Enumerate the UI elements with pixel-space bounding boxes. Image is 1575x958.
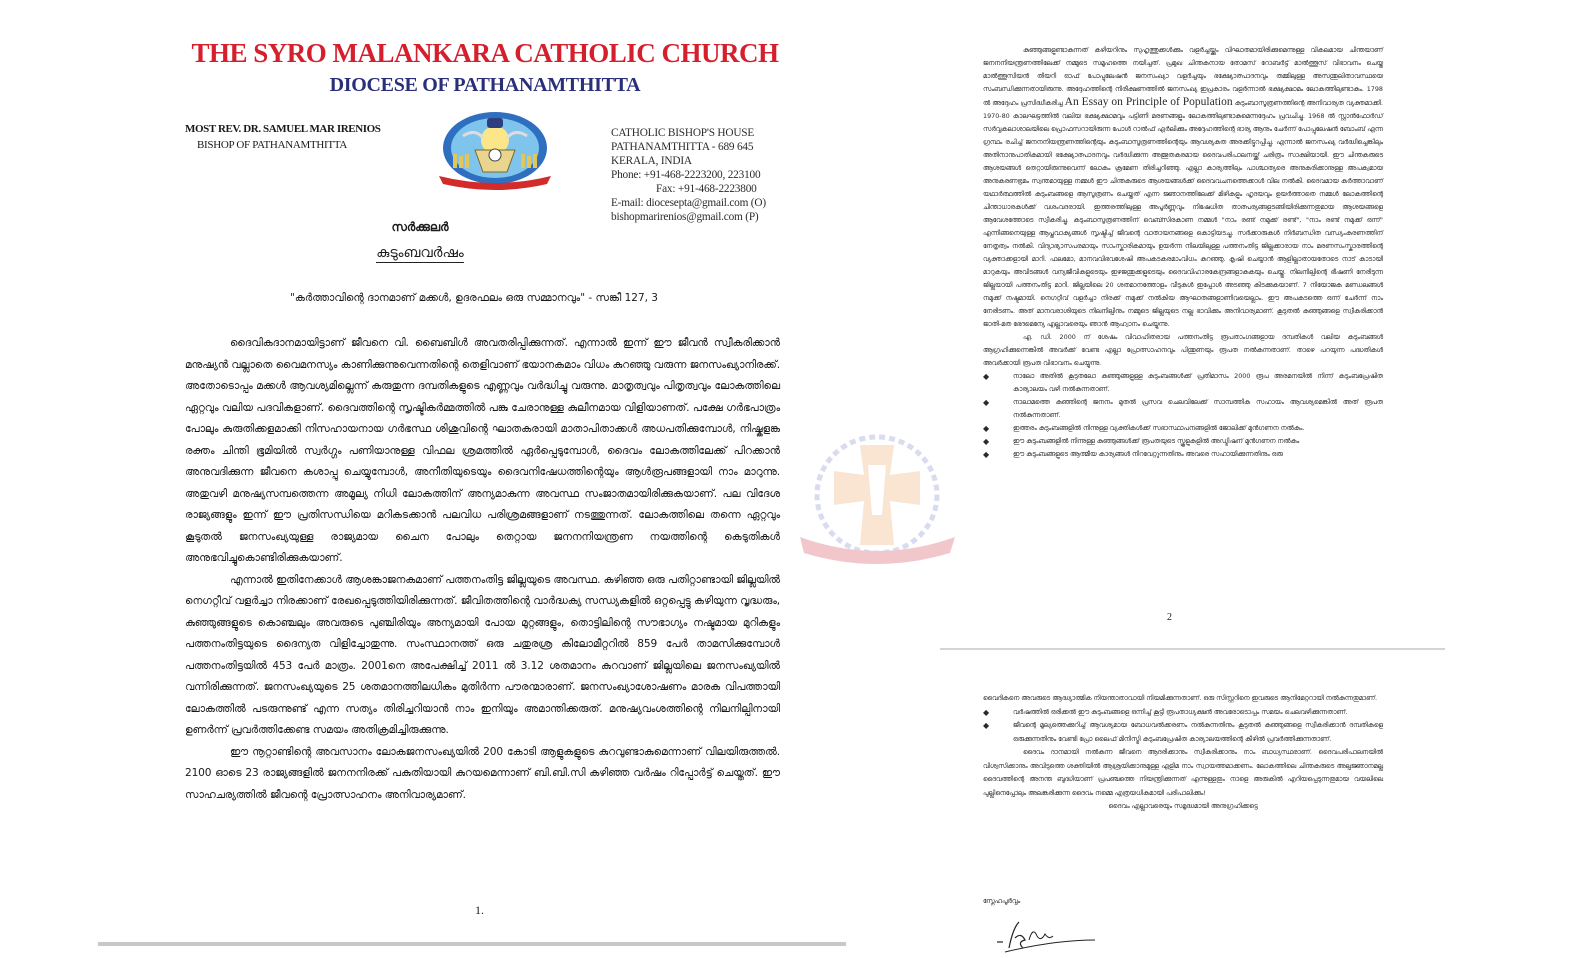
essay-title: An Essay on Principle of Population bbox=[1064, 96, 1233, 108]
bullet-icon: ◆ bbox=[983, 424, 990, 433]
list-item-text: നാലാമത്തെ കുഞ്ഞിന്റെ ജനനം മുതൽ പ്രസവ ചെലവിലേക്ക് സാമ്പത്തിക സഹായം ആവശ്യമെങ്കിൽ അത് രൂപത നൽകുന്നതാണ്. bbox=[1013, 398, 1383, 419]
address-block bbox=[611, 126, 766, 224]
paragraph: ദൈവികദാനമായിട്ടാണ് ജീവനെ വി. ബൈബിൾ അവതരിപ്പിക്കുന്നത്. എന്നാൽ ഇന്ന് ഈ ജീവൻ സ്വീകരിക്കാൻ മനുഷ്യൻ വല്ലാതെ വൈമനസ്യം കാണിക്കുന്നുവെന്നതിന്റെ തെളിവാണ് ഭയാനകമാം വിധം കുറഞ്ഞു വരുന്ന ജനസംഖ്യാനിരക്ക്. അതോടൊപ്പം മക്കൾ ആവശ്യമില്ലെന്ന് കരുതുന്ന ദമ്പതികളുടെ എണ്ണവും വർദ്ധിച്ചു വരുന്നു. മാതൃത്വവും പിതൃത്വവും ലോകത്തിലെ ഏറ്റവും വലിയ പദവികളാണ്. ദൈവത്തിന്റെ സൃഷ്ടികർമ്മത്തിൽ പങ്കു ചേരാനുള്ള കുലീനമായ വിളിയാണത്. പക്ഷേ ഗർഭപാത്രം പോലും കുരുതിക്കളമാക്കി നിസഹായനായ ഗർഭസ്ഥ ശിശുവിന്റെ ഘാതകരായി മാതാപിതാക്കൾ അധപതിക്കുമ്പോൾ, നിഷ്കളങ്ക രക്തം ചിന്തി ഭൂമിയിൽ സ്വർഗ്ഗം പണിയാനുള്ള വിഫല ശ്രമത്തിൽ ഏർപ്പെടുമ്പോൾ, ദൈവം ലോകത്തിലേക്ക് പിറക്കാൻ അനുവദിക്കുന്ന ജീവനെ കശാപ്പു ചെയ്യുമ്പോൾ, അനീതിയുടെയും ദൈവനിഷേധത്തിന്റെയും ആൾരൂപങ്ങളായി നാം മാറുന്നു. അതുവഴി മനുഷ്യസമ്പത്തെന്ന അമൂല്യ നിധി ലോകത്തിന് അന്യമാകുന്ന അവസ്ഥ സംജാതമായിരിക്കുകയാണ്. പല വിദേശ രാജ്യങ്ങളും ഇന്ന് ഈ പ്രതിസന്ധിയെ മറികടക്കാൻ പലവിധ പരിശ്രമങ്ങളാണ് നടത്തുന്നത്. ലോകത്തിലെ തന്നെ ഏറ്റവും കൂടുതൽ ജനസംഖ്യയുള്ള രാജ്യമായ ചൈന പോലും തെറ്റായ ജനനനിയന്ത്രണ നയത്തിന്റെ കെടുതികൾ അനുഭവിച്ചുകൊണ്ടിരിക്കുകയാണ്. bbox=[185, 337, 780, 564]
paragraph-text: കുഞ്ഞുങ്ങളുണ്ടാകുന്നത് കഴിയറിനും സുഹൃത്തുക്കൾക്കും വളർച്ചയ്ക്കും വിഘാതമായിരിക്കുമെന്നുള്ള വികലമായ ചിന്തയാണ് ജനനനിയന്ത്രണത്തിലേക്ക് നമ്മുടെ സമൂഹത്തെ നയിച്ചത്. പ്രമുഖ ചിന്തകനായ തോമസ് റോബർട്ട് മാൽത്തൂസ് വിഭാവനം ചെയ്ത മാൽത്തൂസിയൻ തിയറി ഓഫ് പോപ്പുലേഷൻ ജനസംഖ്യാ വളർച്ചയും ഭക്ഷ്യോത്പാദനവും തമ്മിലുള്ള അസന്തുലിതാവസ്ഥയെ സംബന്ധിക്കുന്നതായിരുന്നു. അദ്ദേഹത്തിന്റെ നിരീക്ഷണത്തിൽ ജനസംഖ്യ ഇപ്രകാരം വളർന്നാൽ ഭക്ഷ്യക്ഷാമം ലോകത്തിലുണ്ടാകും. 1798 ൽ അദ്ദേഹം പ്രസിദ്ധീകരിച്ച bbox=[983, 46, 1383, 107]
bible-quote: "കർത്താവിന്റെ ദാനമാണ് മക്കൾ, ഉദരഫലം ഒരു സമ്മാനവും" - സങ്കീ 127, 3 bbox=[290, 292, 658, 304]
bullet-icon: ◆ bbox=[983, 372, 990, 381]
paragraph-text: കുടുംബാസൂത്രണത്തിന്റെ അനിവാര്യത വ്യക്തമാക്കി. 1970-80 കാലഘട്ടത്തിൽ വലിയ ഭക്ഷ്യക്ഷാമവും പട്ടിണി മരണങ്ങളും ലോകത്തിലുണ്ടാകുമെന്നദ്ദേഹം പ്രവചിച്ചു. 1968 ൽ സ്റ്റാൻഫോർഡ് സർവ്വകലാശാലയിലെ പ്രൊഫസറായിരുന്ന പോൾ റാൽഫ് എർലിക്കും അദ്ദേഹത്തിന്റെ ഭാര്യ ആനും ചേർന്ന് പോപ്പുലേഷൻ ബോംബ് എന്ന ഗ്രന്ഥം രചിച്ച് ജനനനിയന്ത്രണത്തിന്റെയും കുടുംബാസൂത്രണത്തിന്റെയും ആവശ്യകത അരക്കിട്ടുറപ്പിച്ചു. എന്നാൽ ജനസംഖ്യ വർദ്ധിച്ചെങ്കിലും അതിനാനുപാതികമായി ഭക്ഷ്യോത്പാദനവും വർദ്ധിക്കുന്ന അത്ഭുതകരമായ ദൈവപരിപാലനയ്ക്ക് ചരിത്രം സാക്ഷിയായി. ഈ ചിന്തകരുടെ ആശയങ്ങൾ തെറ്റായിരുന്നുവെന്ന് ലോകം ക്രമേണ തിരിച്ചറിഞ്ഞു. എല്ലാ കാര്യത്തിലും പാശ്ചാത്യരെ അനുകരിക്കാനുള്ള അപക്വമായ അനുകരണഭ്രമം സ്വന്തമായുള്ള നമ്മൾ ഈ ചിന്തകരുടെ ആശയങ്ങൾക്ക് ദൈവവചനത്തെക്കാൾ വില നൽകി. ദൈവമായ കർത്താവാണ് യഥാർത്ഥത്തിൽ കുടുംബങ്ങളെ ആസൂത്രണം ചെയ്തത് എന്ന ജ്ഞാനത്തിലേക്ക് മിഴികളും ഹൃദയവും ഉയർത്താതെ നമ്മൾ ലോകത്തിന്റെ ചിന്താധാരകൾക്ക് വശംവദരായി. ഇത്തരത്തിലുള്ള അപൂർണ്ണവും നിഷേധിത താത്പര്യങ്ങളടങ്ങിയിരിക്കുന്നതുമായ ആശയങ്ങളെ ആവേശത്തോടെ സ്വീകരിച്ചു. കുടുംബാസൂത്രണത്തിന് വെബ്സിരകാണ നമ്മൾ "നാം രണ്ട് നമുക്ക് രണ്ട്", "നാം രണ്ട് നമുക്ക് ഒന്ന്" എന്നിങ്ങനെയുള്ള ആപ്തവാക്യങ്ങൾ സൃഷ്ടിച്ച് ജീവന്റെ വാതായനങ്ങളെ കൊട്ടിയടച്ചു. സർക്കാരുകൾ നിർബന്ധിത വന്ധ്യംകരണത്തിന് നേതൃത്വം നൽകി. വിദ്യാഭ്യാസപരമായും സാംസ്കാരികമായും ഉയർന്ന നിലയിലുള്ള പത്തനംതിട്ട ജില്ലക്കാരായ നാം മരണസംസ്കാരത്തിന്റെ വ്യക്താക്കളായി മാറി. ഫലമോ, മാനവവിഭവശേഷി അപകടകരമാംവിധം കുറഞ്ഞു. കൃഷി ചെയ്യാൻ ആളില്ലാതായതോടെ നാട് കാടായി മാറുകയും അവിടങ്ങൾ വന്യജീവികളുടെയും ഇഴജന്തുക്കളുടെയും ദൈവവിഹാരകേന്ദ്രങ്ങളാകുകയും ചെയ്തു. നിലനില്പിന്റെ ഭീഷണി നേരിടുന്ന ജില്ലയായി പത്തനംതിട്ട മാറി. ജില്ലയിലെ 20 ശതമാനത്തോളം വീടുകൾ ഇപ്പോൾ അടഞ്ഞു കിടക്കുകയാണ്. 7 നിയോജക മണ്ഡലങ്ങൾ നമുക്ക് നഷ്ടമായി. നെഗറ്റീവ് വളർച്ചാ നിരക്ക് നമുക്ക് നൽകിയ ആഘാതങ്ങളാണിവയെല്ലാം. ഈ അപകടത്തെ ഒന്ന് ചേർന്ന് നാം നേരിടണം. അത് മാനവരാശിയുടെ നിലനില്പിനും നമ്മുടെ ജില്ലയുടെ നല്ല ഭാവിക്കും അനിവാര്യമാണ്. കൂടുതൽ കുഞ്ഞുങ്ങളെ സ്വീകരിക്കാൻ ജാതി-മത ഭേദമെന്യേ എല്ലാവരെയും ഞാൻ ആഹ്വാനം ചെയ്യുന്നു. bbox=[983, 99, 1383, 328]
email-personal: bishopmarirenios@gmail.com (P) bbox=[611, 211, 759, 223]
circular-title bbox=[330, 245, 510, 261]
bishop-title: BISHOP OF PATHANAMTHITTA bbox=[197, 139, 348, 151]
page-number: 2 bbox=[1167, 612, 1172, 623]
paragraph: എ. ഡി. 2000 ന് ശേഷം വിവാഹിതരായ പത്തനംതിട്ട രൂപതാംഗങ്ങളായ ദമ്പതികൾ വലിയ കുടുംബങ്ങൾ ആഗ്രഹിക്കുന്നെങ്കിൽ അവർക്ക് വേണ്ട എല്ലാ പ്രോത്സാഹനവും പിന്തുണയും രൂപത നൽകുന്നതാണ്. താഴെ പറയുന്ന പദ്ധതികൾ അവർക്കായി രൂപത വിഭാവനം ചെയ്യുന്നു. bbox=[983, 333, 1383, 367]
page-3-body bbox=[983, 692, 1383, 814]
address-line: PATHANAMTHITTA - 689 645 bbox=[611, 141, 754, 153]
bullet-icon: ◆ bbox=[983, 707, 990, 717]
address-line: CATHOLIC BISHOP'S HOUSE bbox=[611, 127, 755, 139]
page-divider bbox=[98, 942, 846, 946]
bullet-icon: ◆ bbox=[983, 450, 990, 459]
paragraph: ഈ നൂറ്റാണ്ടിന്റെ അവസാനം ലോകജനസംഖ്യയിൽ 200 കോടി ആളുകളുടെ കുറവുണ്ടാകുമെന്നാണ് വിലയിരുത്തൽ. 2100 ഓടെ 23 രാജ്യങ്ങളിൽ ജനനനിരക്ക് പകുതിയായി കുറയമെന്നാണ് ബി.ബി.സി കഴിഞ്ഞ വർഷം റിപ്പോർട്ട് ചെയ്തത്. ഈ സാഹചര്യത്തിൽ ജീവന്റെ പ്രോത്സാഹനം അനിവാര്യമാണ്. bbox=[185, 745, 780, 801]
list-item-text: വർഷത്തിൽ ഒരിക്കൽ ഈ കുടുംബങ്ങളെ ഒന്നിച്ച് കൂട്ടി രൂപതാധ്യക്ഷൻ അവരോടൊപ്പം സമയം ചെലവഴിക്കുന്നതാണ്. bbox=[1013, 707, 1348, 716]
circular-label: സർക്കുലർ bbox=[391, 220, 449, 234]
paragraph bbox=[983, 44, 1383, 331]
blessing: ദൈവം എല്ലാവരെയും സമൃദ്ധമായി അനുഗ്രഹിക്കട്ടെ bbox=[1108, 802, 1258, 810]
list-item bbox=[983, 435, 1383, 448]
list-item-text: ഈ കുടുംബങ്ങളിൽ നിന്നുള്ള കുഞ്ഞുങ്ങൾക്ക് രൂപതയുടെ സ്കൂളുകളിൽ അഡ്മിഷന് മുൻഗണന നൽകും bbox=[1013, 437, 1300, 445]
list-item-text: ഈ കുടുംബങ്ങളുടെ ആത്മീയ കാര്യങ്ങൾ നിറവേറ്റുന്നതിനും അവരെ സഹായിക്കുന്നതിനും ഒരു bbox=[1013, 450, 1283, 458]
document-page-1 bbox=[90, 0, 850, 956]
bullet-icon: ◆ bbox=[983, 398, 990, 407]
church-title: THE SYRO MALANKARA CATHOLIC CHURCH bbox=[191, 38, 779, 68]
fax-number: Fax: +91-468-2223800 bbox=[656, 183, 757, 195]
email-office: E-mail: diocesepta@gmail.com (O) bbox=[611, 197, 766, 209]
list-item bbox=[983, 396, 1383, 422]
document-page-2 bbox=[935, 0, 1455, 956]
list-item bbox=[983, 706, 1383, 720]
phone-number: Phone: +91-468-2223200, 223100 bbox=[611, 169, 761, 181]
signature-icon bbox=[995, 918, 1105, 954]
bullet-icon: ◆ bbox=[983, 721, 990, 730]
page-number: 1. bbox=[475, 903, 484, 917]
diocese-crest-icon bbox=[435, 110, 555, 190]
paragraph: ദൈവം ദാനമായി നൽകുന്ന ജീവനെ ആദരിക്കാനും സ്വീകരിക്കാനും നാം ബാധ്യസ്ഥരാണ്. ദൈവപരിപാലനയിൽ വിശ്വസിക്കാനും അവിടുത്തെ ശക്തിയിൽ ആശ്രയിക്കാനുമുള്ള എളിമ നാം സ്വായത്തമാക്കണം. ലോകത്തിലെ ചിന്തകരുടെ അല്പജ്ഞാനമല്ല ദൈവത്തിന്റെ അനന്ത ബുദ്ധിയാണ് പ്രപഞ്ചത്തെ നിയന്ത്രിക്കുന്നത് എന്നുള്ളതും നാളെ അരുകിൽ എറിയപ്പെടുന്നതുമായ വയലിലെ പുല്ലിനെപ്പോലും അലങ്കരിക്കുന്ന ദൈവം നമ്മെ എത്രയധികമായി പരിപാലിക്കും! bbox=[983, 748, 1383, 797]
address-line: KERALA, INDIA bbox=[611, 155, 692, 167]
list-item bbox=[983, 719, 1383, 746]
circular-body bbox=[185, 333, 780, 806]
list-item bbox=[983, 370, 1383, 396]
list-item bbox=[983, 422, 1383, 435]
paragraph: എന്നാൽ ഇതിനേക്കാൾ ആശങ്കാജനകമാണ് പത്തനംതിട്ട ജില്ലയുടെ അവസ്ഥ. കഴിഞ്ഞ ഒരു പതിറ്റാണ്ടായി ജില്ലയിൽ നെഗറ്റീവ് വളർച്ചാ നിരക്കാണ് രേഖപ്പെടുത്തിയിരിക്കുന്നത്. ജീവിതത്തിന്റെ വാർദ്ധക്യ സന്ധ്യകളിൽ ഒറ്റപ്പെട്ടു കഴിയുന്ന വൃദ്ധരും, കുഞ്ഞുങ്ങളുടെ കൊഞ്ചലും അവരുടെ പുഞ്ചിരിയും അന്യമായി പോയ മുറ്റങ്ങളും, തൊട്ടിലിന്റെ സൗഭാഗ്യം നഷ്ടമായ മുറികളും പത്തനംതിട്ടയുടെ ദൈന്യത വിളിച്ചോതുന്നു. സംസ്ഥാനത്ത് ഒരു ചതുരശ്ര കിലോമീറ്ററിൽ 859 പേർ താമസിക്കുമ്പോൾ പത്തനംതിട്ടയിൽ 453 പേർ മാത്രം. 2001നെ അപേക്ഷിച്ച് 2011 ൽ 3.12 ശതമാനം കുറവാണ് ജില്ലയിലെ ജനസംഖ്യയിൽ വന്നിരിക്കുന്നത്. ജനസംഖ്യയുടെ 25 ശതമാനത്തിലധികം മുതിർന്ന പൗരന്മാരാണ്. ജനസംഖ്യാശോഷണം മാരക വിപത്തായി ലോകത്തിൽ പടരുന്നുണ്ട് എന്ന സത്യം തിരിച്ചറിയാൻ നാം ഇനിയും അമാന്തിക്കരുത്. മനുഷ്യവംശത്തിന്റെ നിലനില്പിനായി ഉണർന്ന് പ്രവർത്തിക്കേണ്ട സമയം അതിക്രമിച്ചിരുക്കുന്നു. bbox=[185, 573, 780, 736]
paragraph: വൈദികനെ അവരുടെ ആദ്ധ്യാത്മിക നിയന്താതാവായി നിയമിക്കുന്നതാണ്. ഒരു സിസ്റ്ററിനെ ഇവരുടെ ആനിമേറ്ററായി നൽകുന്നതുമാണ്. bbox=[983, 694, 1378, 702]
circular-title-text: കുടുംബവർഷം bbox=[376, 245, 464, 261]
list-item-text: ജീവന്റെ മൂല്യത്തെക്കുറിച്ച് ആവശ്യമായ ബോധവൽക്കരണം നൽകുന്നതിനും കൂടുതൽ കുഞ്ഞുങ്ങളെ സ്വീകരിക്കാൻ ദമ്പതികളെ ഒരുക്കുന്നതിനും വേണ്ടി പ്രോ ലൈഫ് മിനിസ്ട്രി കുടുംബപ്രേഷിത കാര്യാലയത്തിന്റെ കീഴിൽ പ്രവർത്തിക്കുന്നതാണ്. bbox=[1013, 721, 1383, 743]
closing-salutation: സ്നേഹപൂർവ്വം bbox=[983, 897, 1021, 905]
diocese-title: DIOCESE OF PATHANAMTHITTA bbox=[329, 74, 641, 96]
bishop-name: MOST REV. DR. SAMUEL MAR IRENIOS bbox=[185, 123, 381, 135]
list-item bbox=[983, 448, 1383, 461]
bullet-icon: ◆ bbox=[983, 437, 990, 446]
page-divider bbox=[940, 648, 1445, 650]
list-item-text: നാലോ അതിൽ കൂടുതലോ കുഞ്ഞുങ്ങളുള്ള കുടുംബങ്ങൾക്ക് പ്രതിമാസം 2000 രൂപ അരമനയിൽ നിന്ന് കുടുംബപ്രേഷിത കാര്യാലയം വഴി നൽകുന്നതാണ്. bbox=[1013, 372, 1383, 393]
list-item-text: ഇത്തരം കുടുംബങ്ങളിൽ നിന്നുള്ള വ്യക്തികൾക്ക് സഭാസ്ഥാപനങ്ങളിൽ ജോലിക്ക് മുൻഗണന നൽകും. bbox=[1013, 424, 1305, 432]
page-2-body bbox=[983, 44, 1383, 461]
